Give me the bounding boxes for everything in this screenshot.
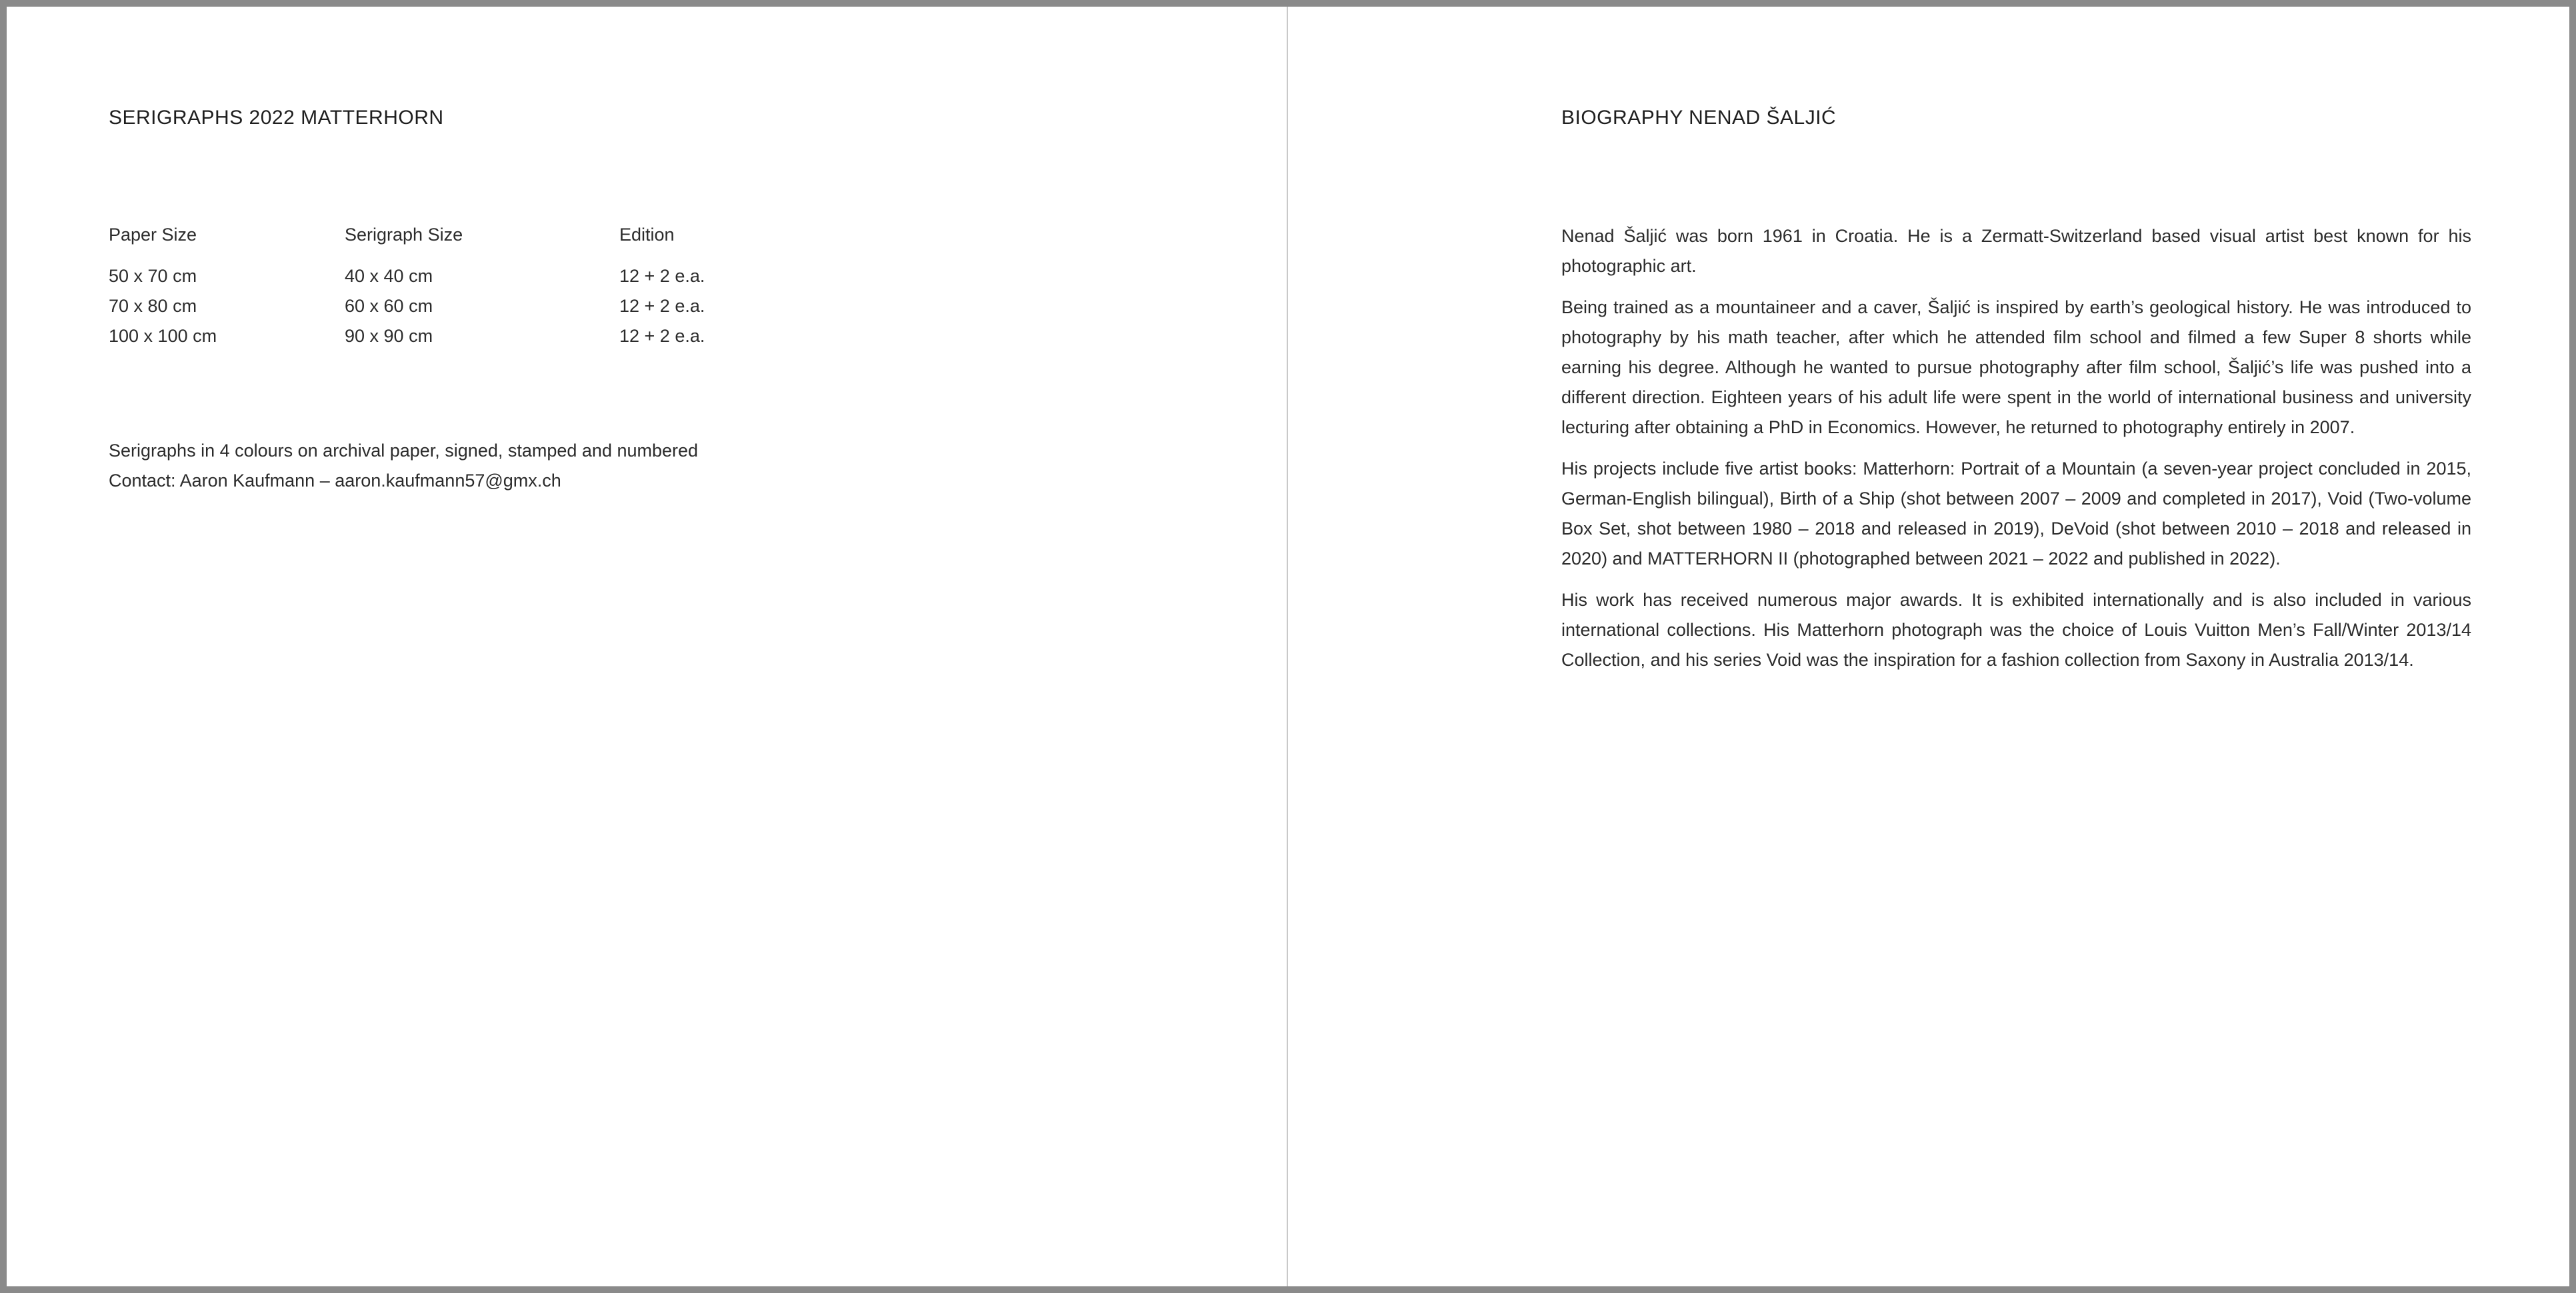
biography-paragraph: Being trained as a mountaineer and a caver, Šaljić is inspired by earth’s geological history. He was introduced to photography by his math teacher, after which he attended film school and filmed a few Super 8 shorts while earning his degree. Although he wanted to pursue photography after film school, Šaljić’s life was pushed into a different direction. Eighteen years of his adult life were spent in the world of international business and university lecturing after obtaining a PhD in Economics. However, he returned to photography entirely in 2007.	[1561, 297, 2471, 437]
cell-serigraph-size: 90 x 90 cm	[345, 326, 433, 346]
table-header-row	[109, 220, 753, 250]
right-page	[1288, 7, 2569, 1286]
page-title: SERIGRAPHS 2022 MATTERHORN	[109, 107, 444, 129]
cell-edition: 12 + 2 e.a.	[619, 266, 705, 286]
page-title: BIOGRAPHY NENAD ŠALJIĆ	[1561, 107, 1837, 129]
biography-body	[1561, 221, 2471, 686]
cell-edition: 12 + 2 e.a.	[619, 326, 705, 346]
cell-paper-size: 50 x 70 cm	[109, 266, 197, 286]
cell-paper-size: 70 x 80 cm	[109, 296, 197, 316]
cell-paper-size: 100 x 100 cm	[109, 326, 217, 346]
cell-serigraph-size: 60 x 60 cm	[345, 296, 433, 316]
table-row	[109, 291, 753, 321]
biography-paragraph: His projects include five artist books: Matterhorn: Portrait of a Mountain (a seven-year project concluded in 2015, German-English bilingual), Birth of a Ship (shot between 2007 – 2009 and completed in 2017), Void (Two-volume Box Set, shot between 1980 – 2018 and released in 2019), DeVoid (shot between 2010 – 2018 and released in 2020) and MATTERHORN II (photographed between 2021 – 2022 and published in 2022).	[1561, 459, 2471, 569]
table-row	[109, 261, 753, 291]
cell-edition: 12 + 2 e.a.	[619, 296, 705, 316]
left-page	[7, 7, 1287, 1286]
biography-paragraph: Nenad Šaljić was born 1961 in Croatia. He is a Zermatt-Switzerland based visual artist best known for his photographic art.	[1561, 226, 2471, 276]
column-header-serigraph-size: Serigraph Size	[345, 225, 463, 245]
table-row	[109, 321, 753, 351]
column-header-edition: Edition	[619, 225, 675, 245]
description-text: Serigraphs in 4 colours on archival paper, signed, stamped and numbered	[109, 441, 699, 461]
document-spread	[7, 7, 2569, 1286]
serigraph-notes	[109, 436, 698, 496]
cell-serigraph-size: 40 x 40 cm	[345, 266, 433, 286]
contact-text: Contact: Aaron Kaufmann – aaron.kaufmann57@gmx.ch	[109, 471, 561, 491]
biography-paragraph: His work has received numerous major awards. It is exhibited internationally and is also included in various international collections. His Matterhorn photograph was the choice of Louis Vuitton Men’s Fall/Winter 2013/14 Collection, and his series Void was the inspiration for a fashion collection from Saxony in Australia 2013/14.	[1561, 590, 2471, 670]
column-header-paper-size: Paper Size	[109, 225, 197, 245]
specs-table	[109, 220, 753, 351]
